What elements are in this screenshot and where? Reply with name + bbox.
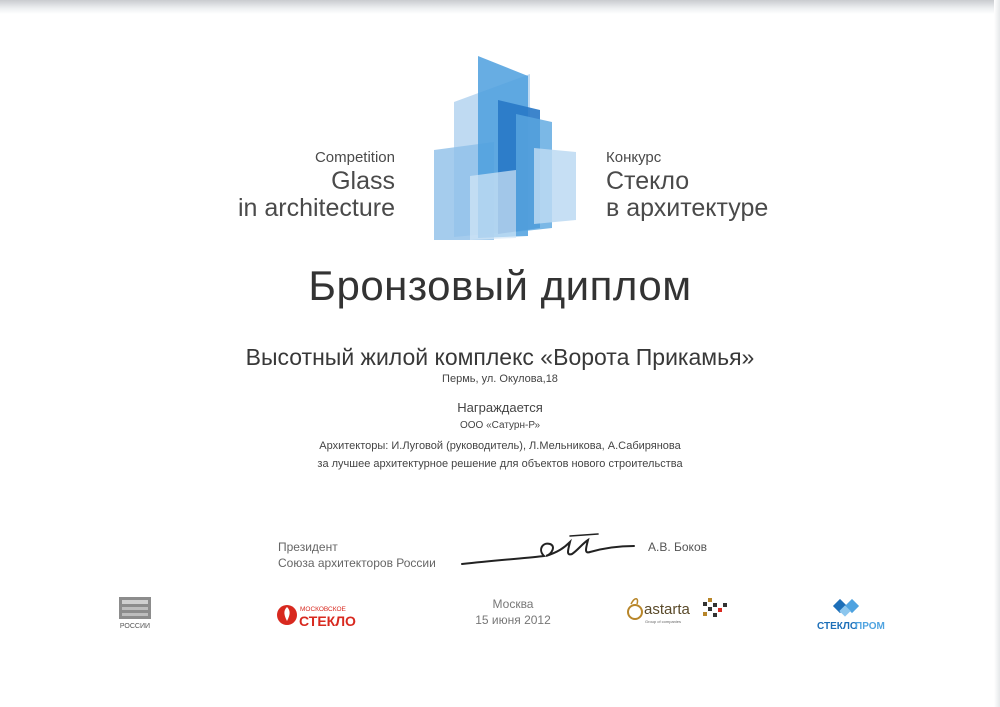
competition-name-ru-line2: в архитектуре (606, 194, 769, 222)
stekloprom-logo (815, 599, 885, 631)
competition-title-ru (606, 150, 768, 223)
signatory-title (278, 540, 436, 571)
architects-list: Архитекторы: И.Луговой (руководитель), Л.Мельникова, А.Сабирянова (319, 440, 681, 452)
city: Москва (492, 597, 534, 611)
svg-text:РОССИИ: РОССИИ (119, 623, 151, 630)
awarded-organization: ООО «Сатурн-Р» (459, 420, 540, 431)
place-and-date (458, 597, 568, 628)
competition-name-en-line2: in architecture (237, 194, 395, 222)
svg-text:СТЕКЛО: СТЕКЛО (817, 621, 858, 631)
project-name: Высотный жилой комплекс «Ворота Прикамья» (245, 344, 755, 370)
scan-shadow-top (0, 0, 1000, 14)
handwritten-signature (458, 528, 638, 573)
signatory-name: А.В. Боков (648, 540, 707, 554)
competition-title-en (238, 150, 395, 223)
competition-name-ru-line1: Стекло (606, 167, 690, 195)
svg-text:МОСКОВСКОЕ: МОСКОВСКОЕ (300, 606, 346, 613)
diploma-title: Бронзовый диплом (308, 262, 692, 309)
svg-text:СТЕКЛО: СТЕКЛО (299, 613, 356, 629)
competition-name-en-line1: Glass (331, 167, 395, 195)
svg-text:Group of companies: Group of companies (645, 619, 682, 624)
signatory-title-line1: Президент (278, 540, 338, 554)
competition-label-en: Competition (314, 149, 395, 166)
signatory-title-line2: Союза архитекторов России (278, 555, 436, 570)
award-reason: за лучшее архитектурное решение для объектов нового строительства (317, 458, 683, 470)
glass-towers-logo (430, 52, 580, 242)
svg-text:ПРОМ: ПРОМ (855, 621, 885, 631)
astarta-logo (627, 594, 731, 626)
competition-label-ru: Конкурс (606, 149, 662, 166)
project-address: Пермь, ул. Окулова,18 (442, 373, 558, 385)
svg-text:astarta: astarta (644, 601, 690, 618)
union-of-architects-logo (116, 595, 154, 631)
awarded-label: Награждается (457, 400, 543, 415)
date: 15 июня 2012 (475, 612, 551, 627)
moskovskoe-steklo-logo (276, 601, 356, 629)
